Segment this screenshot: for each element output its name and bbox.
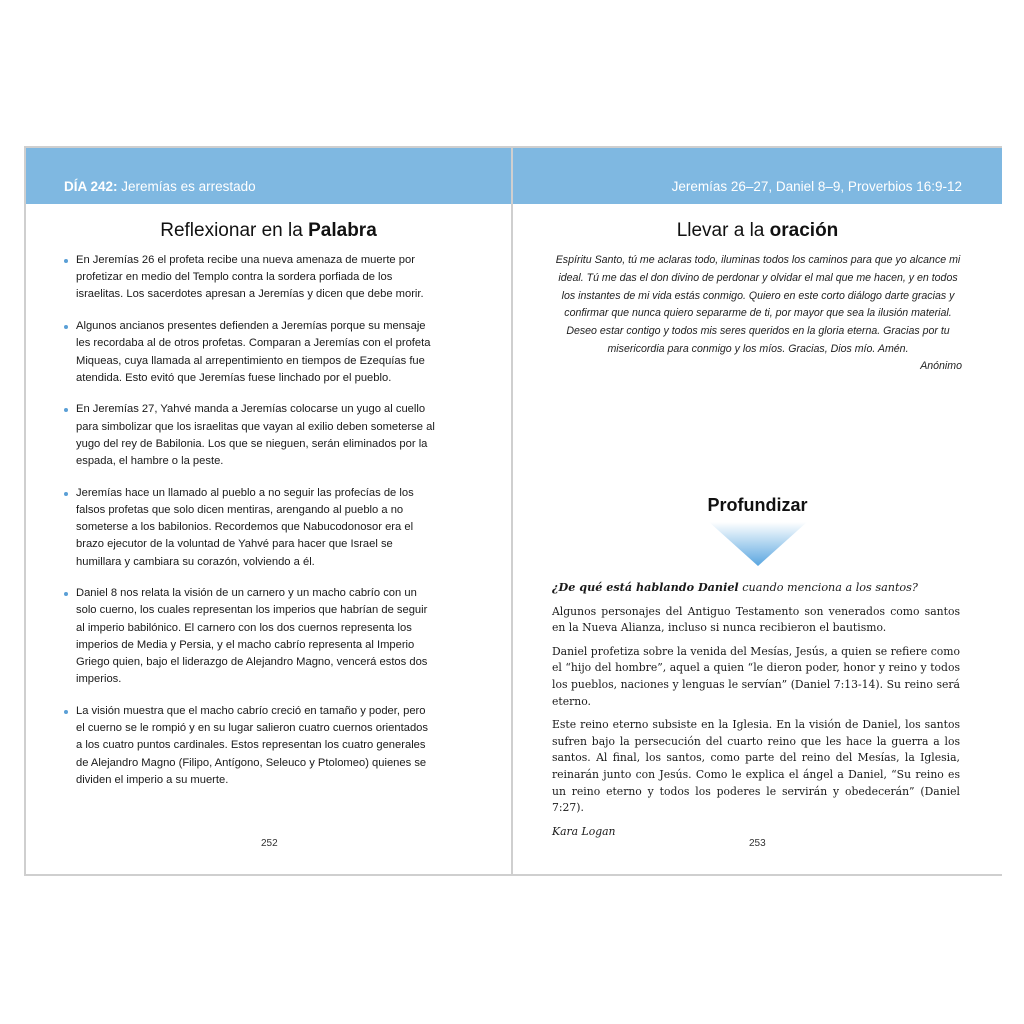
day-title: Jeremías es arrestado bbox=[121, 179, 256, 194]
bullet-dot-icon bbox=[64, 259, 68, 263]
bullet-item bbox=[64, 401, 436, 470]
reflect-section-title bbox=[26, 220, 511, 242]
bullet-item bbox=[64, 252, 436, 304]
day-heading bbox=[64, 179, 256, 194]
article-author: Kara Logan bbox=[552, 824, 616, 838]
deepen-title: Profundizar bbox=[707, 495, 808, 515]
bullet-dot-icon bbox=[64, 592, 68, 596]
reflection-bullets bbox=[64, 252, 436, 803]
bullet-text: En Jeremías 27, Yahvé manda a Jeremías colocarse un yugo al cuello para simbolizar que los israelitas que vayan al exilio deben someterse al yugo del rey de Babilonia. Los que se nieguen, serán eliminados por la espada, el hambre o la peste. bbox=[76, 403, 435, 468]
bullet-dot-icon bbox=[64, 492, 68, 496]
bullet-text: La visión muestra que el macho cabrío creció en tamaño y poder, pero el cuerno se le rompió y en su lugar salieron cuatro cuernos orientados a los cuatro puntos cardinales. Estos representan los cuatro generales de Alejandro Magno (Filipo, Antígono, Seleuco y Ptolomeo) quienes se dividen el imperio a su muerte. bbox=[76, 704, 428, 786]
question-bold: ¿De qué está hablando Daniel bbox=[552, 580, 739, 594]
question-rest: cuando menciona a los santos? bbox=[738, 581, 918, 594]
reflect-title-bold: Palabra bbox=[308, 220, 377, 241]
article-paragraph: Algunos personajes del Antiguo Testamento son venerados como santos en la Nueva Alianza, incluso si nunca recibieron el bautismo. bbox=[552, 604, 960, 635]
bullet-item bbox=[64, 318, 436, 387]
article-paragraph: Este reino eterno subsiste en la Iglesia. En la visión de Daniel, los santos sufren bajo la persecución del cuarto reino que les hace la guerra a los santos. Al final, los santos, como parte del reino del Mesías, la Iglesia, reinarán junto con Jesús. Como le explica el ángel a Daniel, “Su reino es un reino eterno y todos los poderes le servirán y obedecerán” (Daniel 7:27). bbox=[552, 718, 960, 815]
page-number-left: 252 bbox=[261, 838, 278, 849]
left-header-bar bbox=[26, 148, 511, 204]
left-page bbox=[24, 146, 512, 876]
down-arrow-icon bbox=[709, 522, 807, 566]
prayer-author: Anónimo bbox=[920, 360, 962, 372]
article-paragraph: Daniel profetiza sobre la venida del Mesías, Jesús, a quien se refiere como el “hijo del hombre”, aquel a quien “le dieron poder, honor y reino y todos los pueblos, naciones y lenguas le servían” (Daniel 7:13-14). Su reino será eterno. bbox=[552, 644, 960, 708]
deepen-question bbox=[552, 579, 960, 597]
day-number: DÍA 242: bbox=[64, 179, 118, 194]
bullet-dot-icon bbox=[64, 325, 68, 329]
deepen-article bbox=[552, 579, 960, 847]
bullet-dot-icon bbox=[64, 710, 68, 714]
reflect-title-normal: Reflexionar en la bbox=[160, 220, 309, 241]
page-number-right: 253 bbox=[749, 838, 766, 849]
daily-readings: Jeremías 26–27, Daniel 8–9, Proverbios 16:9-12 bbox=[671, 179, 962, 194]
bullet-text: En Jeremías 26 el profeta recibe una nueva amenaza de muerte por profetizar en medio del Templo contra la sordera porfiada de los israelitas. Los sacerdotes apresan a Jeremías y dicen que debe morir. bbox=[76, 254, 424, 301]
bullet-text: Algunos ancianos presentes defienden a Jeremías porque su mensaje les recordaba al de otros profetas. Comparan a Jeremías con el profeta Miqueas, cuya llamada al arrepentimiento en tiempos de Ezequías fue atendida. Esto evitó que Jeremías fuese linchado por el pueblo. bbox=[76, 320, 431, 384]
bullet-item bbox=[64, 585, 436, 688]
bullet-text: Jeremías hace un llamado al pueblo a no seguir las profecías de los falsos profetas que solo dicen mentiras, arengando al pueblo a no someterse a los babilonios. Recordemos que Nabucodonosor era el brazo ejecutor de la voluntad de Yahvé para hacer que Israel se humillara y cambiara su corazón, volviendo a él. bbox=[76, 486, 414, 568]
bullet-item bbox=[64, 485, 436, 571]
prayer-title-normal: Llevar a la bbox=[676, 220, 770, 241]
prayer-section-title bbox=[513, 220, 1002, 242]
prayer-title-bold: oración bbox=[769, 220, 839, 241]
prayer-text: Espíritu Santo, tú me aclaras todo, iluminas todos los caminos para que yo alcance mi ideal. Tú me das el don divino de perdonar y olvidar el mal que me hacen, y en todos los instantes de mi vida estás conmigo. Quiero en este corto diálogo darte gracias y confirmar que nunca quiero separarme de ti, por mayor que sea la ilusión material. Deseo estar contigo y todos mis seres queridos en la gloria eterna. Gracias por tu misericordia para conmigo y los míos. Gracias, Dios mío. Amén. bbox=[555, 254, 961, 355]
right-header-bar bbox=[513, 148, 1002, 204]
bullet-item bbox=[64, 703, 436, 789]
bullet-dot-icon bbox=[64, 408, 68, 412]
right-page bbox=[512, 146, 1002, 876]
bullet-text: Daniel 8 nos relata la visión de un carnero y un macho cabrío con un solo cuerno, los cuales representan los imperios que habrían de seguir al imperio babilónico. El carnero con los dos cuernos representa los imperios de Media y Persia, y el macho cabrío representa al Imperio Griego quien, bajo el liderazgo de Alejandro Magno, vencerá estos dos imperios. bbox=[76, 587, 428, 686]
